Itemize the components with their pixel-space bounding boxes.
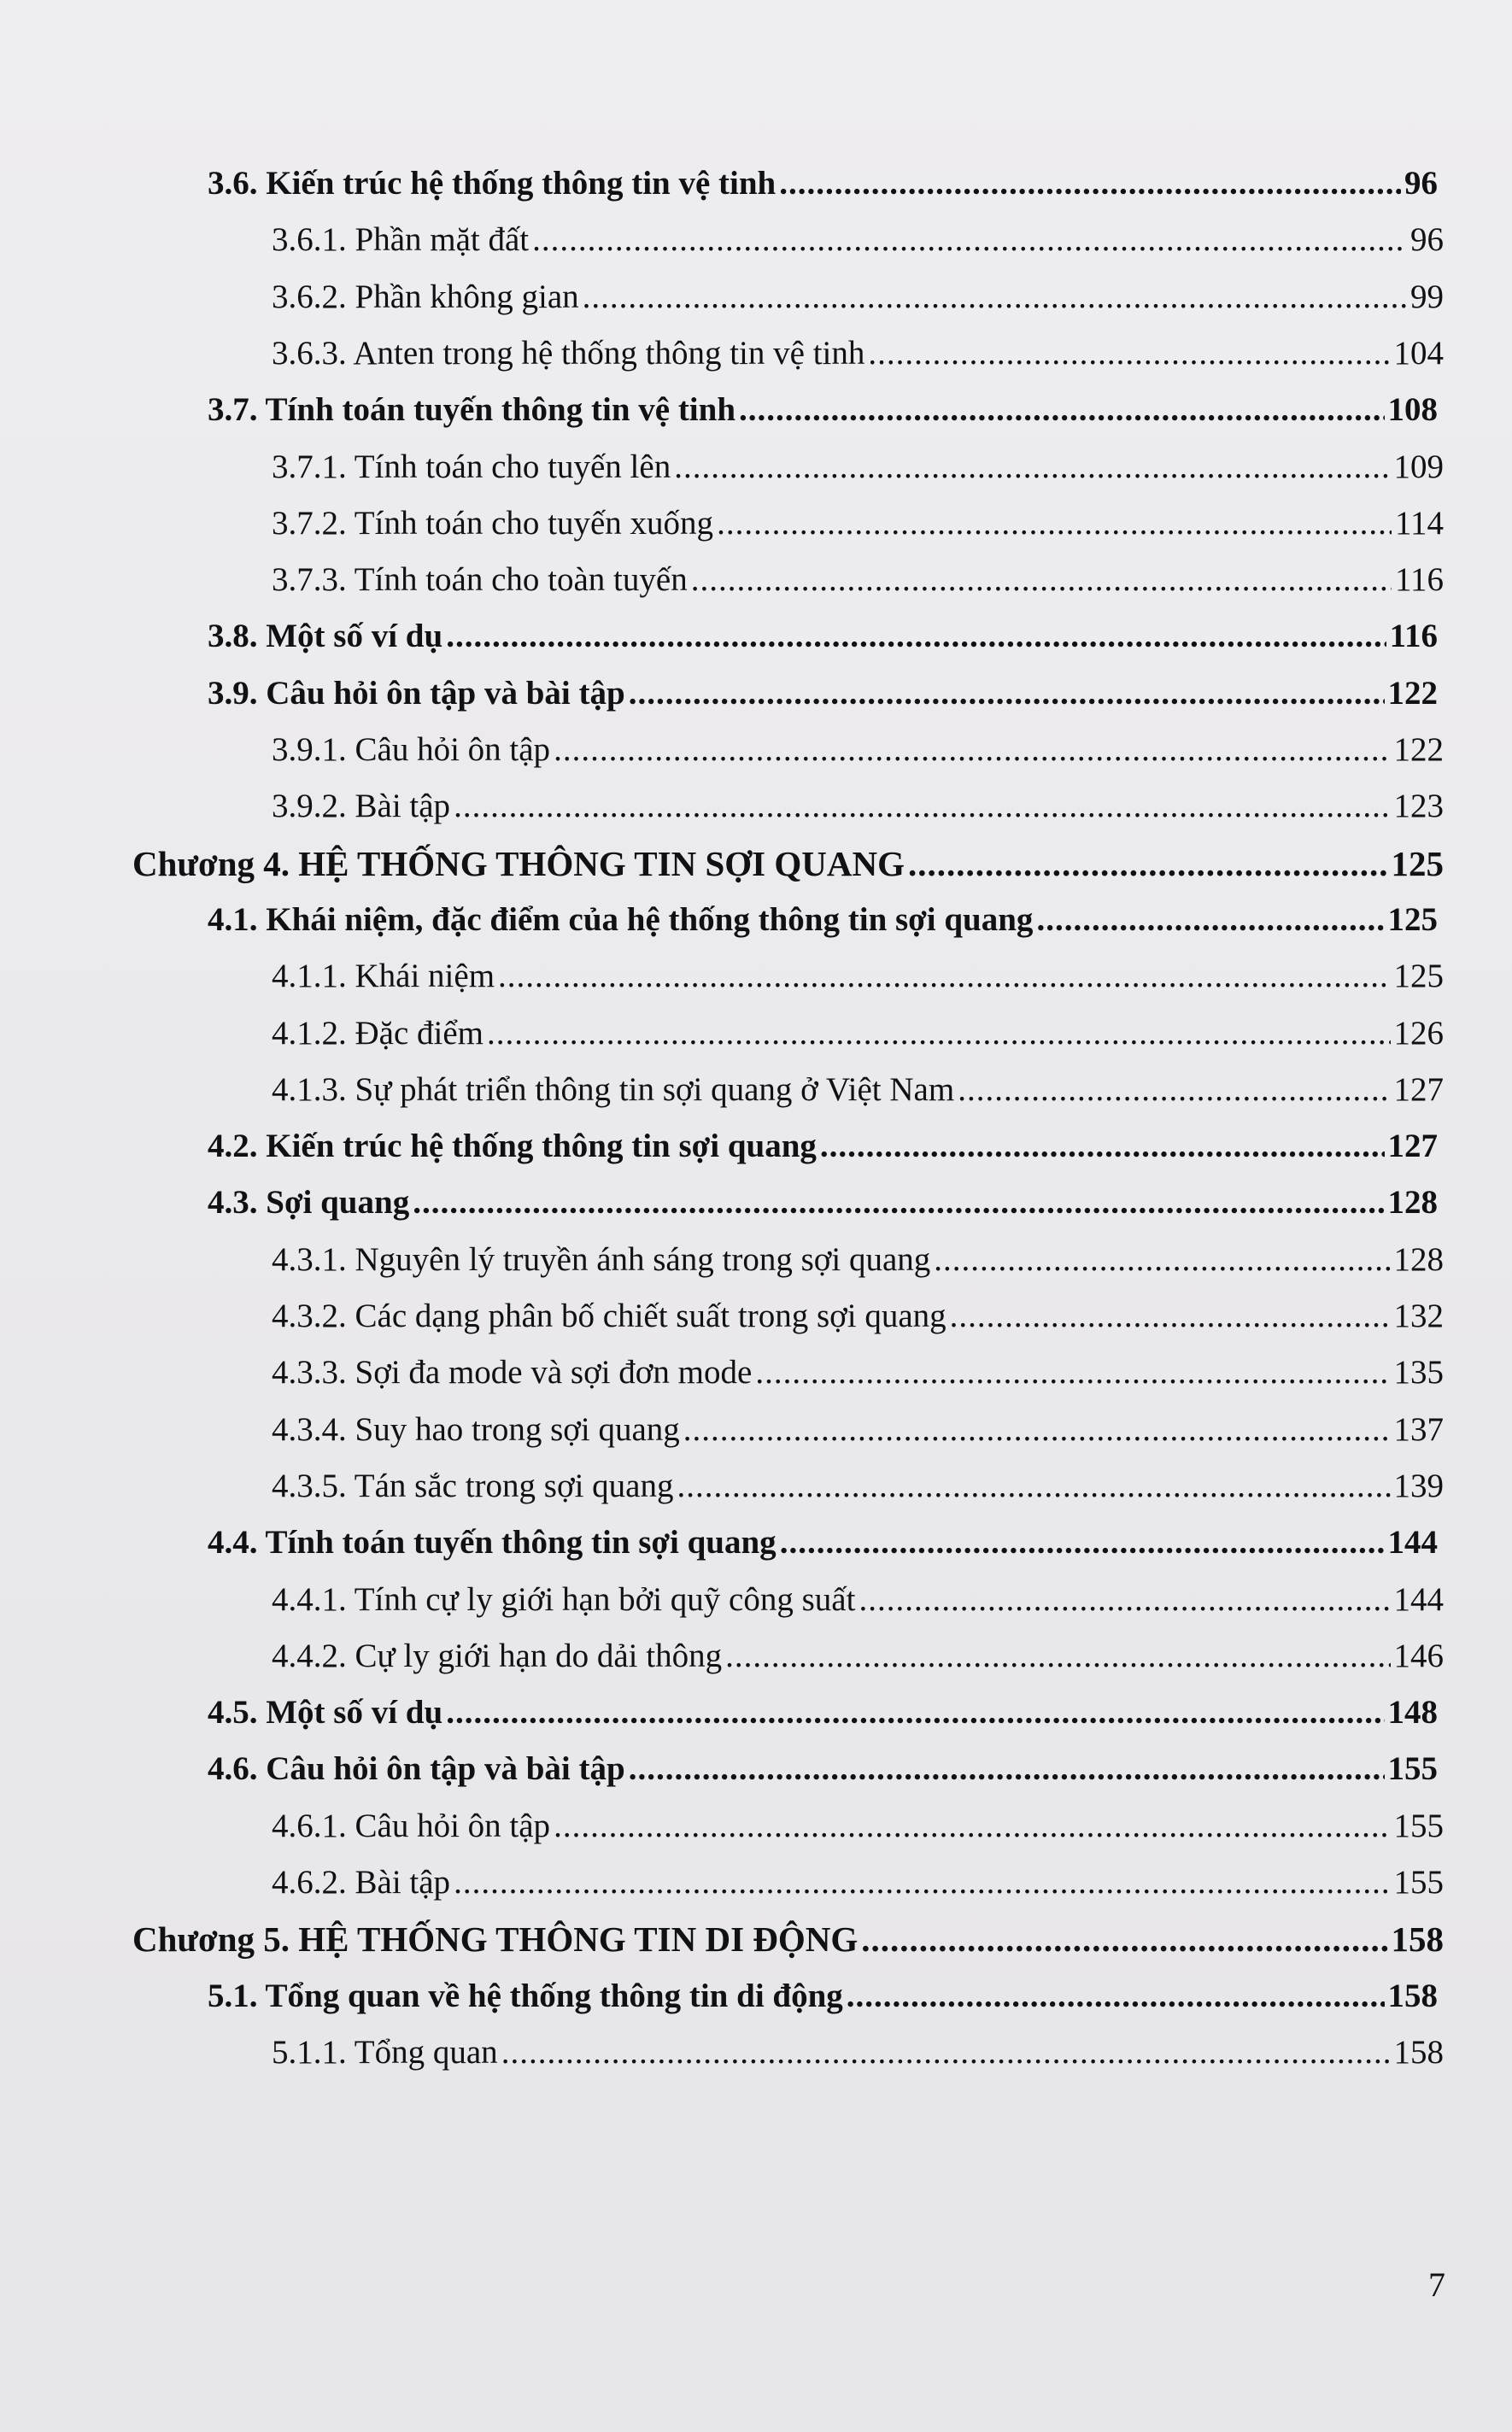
- toc-entry-page: 122: [1387, 675, 1438, 712]
- dot-leader: [629, 1748, 1385, 1790]
- toc-entry-section: [208, 162, 1438, 205]
- dot-leader: [780, 1521, 1385, 1564]
- toc-entry-sub: [272, 219, 1444, 261]
- toc-entry-sub: [272, 1295, 1444, 1338]
- toc-entry-title: 3.7.1. Tính toán cho tuyến lên: [272, 448, 671, 485]
- toc-entry-page: 155: [1393, 1808, 1444, 1844]
- toc-entry-page: 132: [1393, 1298, 1444, 1334]
- dot-leader: [859, 1579, 1390, 1621]
- toc-entry-section: [208, 389, 1438, 431]
- toc-entry-page: 139: [1393, 1468, 1444, 1504]
- toc-entry-section: [208, 672, 1438, 715]
- dot-leader: [755, 1351, 1390, 1394]
- dot-leader: [1036, 899, 1384, 941]
- toc-entry-title: 4.3.3. Sợi đa mode và sợi đơn mode: [272, 1354, 753, 1391]
- toc-entry-title: 3.7.3. Tính toán cho toàn tuyến: [272, 561, 688, 598]
- toc-entry-page: 123: [1393, 788, 1444, 824]
- toc-entry-page: 158: [1387, 1978, 1438, 2014]
- toc-entry-sub: [272, 1012, 1444, 1055]
- toc-entry-section: [208, 899, 1438, 941]
- toc-entry-title: 4.1.2. Đặc điểm: [272, 1015, 484, 1052]
- toc-entry-title: Chương 5. HỆ THỐNG THÔNG TIN DI ĐỘNG: [132, 1919, 859, 1959]
- dot-leader: [413, 1181, 1384, 1224]
- toc-entry-page: 127: [1387, 1128, 1438, 1164]
- dot-leader: [629, 672, 1385, 715]
- toc-entry-sub: [272, 1635, 1444, 1678]
- toc-entry-section: [208, 1748, 1438, 1790]
- toc-entry-sub: [272, 1409, 1444, 1451]
- toc-entry-title: 4.6. Câu hỏi ôn tập và bài tập: [208, 1750, 625, 1787]
- dot-leader: [868, 332, 1390, 375]
- toc-entry-page: 128: [1393, 1241, 1444, 1278]
- toc-entry-page: 128: [1387, 1184, 1438, 1221]
- toc-entry-sub: [272, 1579, 1444, 1621]
- toc-entry-title: Chương 4. HỆ THỐNG THÔNG TIN SỢI QUANG: [132, 844, 905, 883]
- dot-leader: [847, 1975, 1385, 2018]
- dot-leader: [583, 276, 1407, 319]
- toc-entry-page: 158: [1393, 2034, 1444, 2071]
- toc-entry-page: 116: [1394, 561, 1444, 598]
- toc-entry-title: 4.5. Một số ví dụ: [208, 1694, 443, 1731]
- toc-entry-page: 109: [1393, 448, 1444, 485]
- dot-leader: [674, 446, 1390, 489]
- toc-entry-page: 122: [1393, 731, 1444, 768]
- toc-entry-title: 4.3. Sợi quang: [208, 1184, 410, 1221]
- toc-entry-page: 108: [1387, 391, 1438, 428]
- toc-entry-title: 4.6.2. Bài tập: [272, 1864, 451, 1901]
- toc-entry-sub: [272, 1069, 1444, 1111]
- toc-entry-section: [208, 1521, 1438, 1564]
- dot-leader: [677, 1465, 1391, 1508]
- toc-entry-sub: [272, 559, 1444, 601]
- toc-entry-title: 3.9.2. Bài tập: [272, 788, 451, 824]
- toc-entry-title: 3.6.3. Anten trong hệ thống thông tin vệ tinh: [272, 335, 865, 372]
- dot-leader: [454, 785, 1390, 828]
- page-number: 7: [1428, 2265, 1445, 2304]
- toc-entry-title: 4.1.3. Sự phát triển thông tin sợi quang ở Việt Nam: [272, 1071, 955, 1108]
- toc-entry-page: 155: [1393, 1864, 1444, 1901]
- toc-entry-title: 4.4. Tính toán tuyến thông tin sợi quang: [208, 1524, 777, 1561]
- toc-entry-sub: [272, 446, 1444, 489]
- dot-leader: [501, 2031, 1391, 2074]
- toc-entry-title: 4.3.4. Suy hao trong sợi quang: [272, 1411, 680, 1448]
- dot-leader: [739, 389, 1384, 431]
- toc-entry-title: 4.1. Khái niệm, đặc điểm của hệ thống thông tin sợi quang: [208, 901, 1034, 938]
- toc-entry-page: 116: [1389, 618, 1438, 654]
- toc-entry-sub: [272, 955, 1444, 998]
- toc-entry-page: 135: [1393, 1354, 1444, 1391]
- toc-entry-title: 5.1. Tổng quan về hệ thống thông tin di động: [208, 1978, 843, 2014]
- toc-entry-section: [208, 615, 1438, 658]
- toc-entry-title: 4.3.2. Các dạng phân bố chiết suất trong sợi quang: [272, 1298, 946, 1334]
- toc-entry-section: [208, 1125, 1438, 1168]
- toc-entry-sub: [272, 1861, 1444, 1904]
- toc-entry-sub: [272, 785, 1444, 828]
- toc-entry-title: 3.6. Kiến trúc hệ thống thông tin vệ tinh: [208, 165, 777, 202]
- toc-entry-title: 3.6.2. Phần không gian: [272, 278, 579, 315]
- toc-entry-page: 125: [1393, 958, 1444, 994]
- toc-entry-sub: [272, 2031, 1444, 2074]
- dot-leader: [532, 219, 1407, 261]
- toc-entry-sub: [272, 276, 1444, 319]
- toc-entry-title: 3.6.1. Phần mặt đất: [272, 221, 530, 258]
- toc-entry-page: 104: [1393, 335, 1444, 372]
- toc-entry-page: 125: [1391, 844, 1444, 883]
- toc-entry-page: 125: [1387, 901, 1438, 938]
- toc-entry-section: [208, 1975, 1438, 2018]
- toc-entry-title: 5.1.1. Tổng quan: [272, 2034, 498, 2071]
- toc-entry-title: 4.2. Kiến trúc hệ thống thông tin sợi quang: [208, 1128, 817, 1164]
- toc-entry-sub: [272, 1351, 1444, 1394]
- dot-leader: [725, 1635, 1390, 1678]
- toc-entry-section: [208, 1691, 1438, 1734]
- dot-leader: [498, 955, 1390, 998]
- toc-entry-page: 114: [1394, 505, 1444, 542]
- toc-entry-chapter: [132, 1918, 1444, 1960]
- dot-leader: [950, 1295, 1391, 1338]
- toc-entry-page: 127: [1393, 1071, 1444, 1108]
- dot-leader: [446, 615, 1386, 658]
- toc-entry-sub: [272, 332, 1444, 375]
- dot-leader: [446, 1691, 1384, 1734]
- dot-leader: [554, 729, 1390, 771]
- dot-leader: [820, 1125, 1385, 1168]
- toc-entry-title: 4.3.1. Nguyên lý truyền ánh sáng trong sợi quang: [272, 1241, 931, 1278]
- toc-entry-page: 146: [1393, 1638, 1444, 1674]
- dot-leader: [683, 1409, 1391, 1451]
- toc-entry-title: 3.9.1. Câu hỏi ôn tập: [272, 731, 551, 768]
- toc-entry-page: 96: [1410, 221, 1444, 258]
- toc-entry-title: 4.3.5. Tán sắc trong sợi quang: [272, 1468, 674, 1504]
- toc-entry-title: 4.4.2. Cự ly giới hạn do dải thông: [272, 1638, 723, 1674]
- toc-entry-page: 158: [1391, 1919, 1444, 1959]
- dot-leader: [958, 1069, 1390, 1111]
- toc-entry-title: 3.8. Một số ví dụ: [208, 618, 443, 654]
- toc-entry-sub: [272, 1239, 1444, 1281]
- toc-entry-page: 96: [1404, 165, 1438, 202]
- toc-entry-title: 4.1.1. Khái niệm: [272, 958, 495, 994]
- toc-entry-section: [208, 1181, 1438, 1224]
- toc-entry-title: 4.4.1. Tính cự ly giới hạn bởi quỹ công suất: [272, 1581, 856, 1618]
- dot-leader: [691, 559, 1392, 601]
- toc-entry-chapter: [132, 842, 1444, 885]
- dot-leader: [861, 1918, 1387, 1960]
- toc-entry-page: 148: [1387, 1694, 1438, 1731]
- toc-entry-title: 3.7. Tính toán tuyến thông tin vệ tinh: [208, 391, 736, 428]
- toc-entry-page: 155: [1387, 1750, 1438, 1787]
- toc-entry-page: 137: [1393, 1411, 1444, 1448]
- toc-entry-sub: [272, 502, 1444, 545]
- toc-entry-sub: [272, 729, 1444, 771]
- dot-leader: [908, 842, 1388, 885]
- dot-leader: [454, 1861, 1390, 1904]
- toc-entry-page: 99: [1410, 278, 1444, 315]
- toc-entry-page: 126: [1393, 1015, 1444, 1052]
- toc-entry-page: 144: [1387, 1524, 1438, 1561]
- dot-leader: [779, 162, 1401, 205]
- dot-leader: [487, 1012, 1390, 1055]
- toc-entry-title: 4.6.1. Câu hỏi ôn tập: [272, 1808, 551, 1844]
- toc-entry-title: 3.7.2. Tính toán cho tuyến xuống: [272, 505, 714, 542]
- dot-leader: [717, 502, 1392, 545]
- toc-entry-page: 144: [1393, 1581, 1444, 1618]
- toc-entry-sub: [272, 1465, 1444, 1508]
- toc-entry-sub: [272, 1805, 1444, 1848]
- toc-entry-title: 3.9. Câu hỏi ôn tập và bài tập: [208, 675, 625, 712]
- dot-leader: [934, 1239, 1390, 1281]
- dot-leader: [554, 1805, 1390, 1848]
